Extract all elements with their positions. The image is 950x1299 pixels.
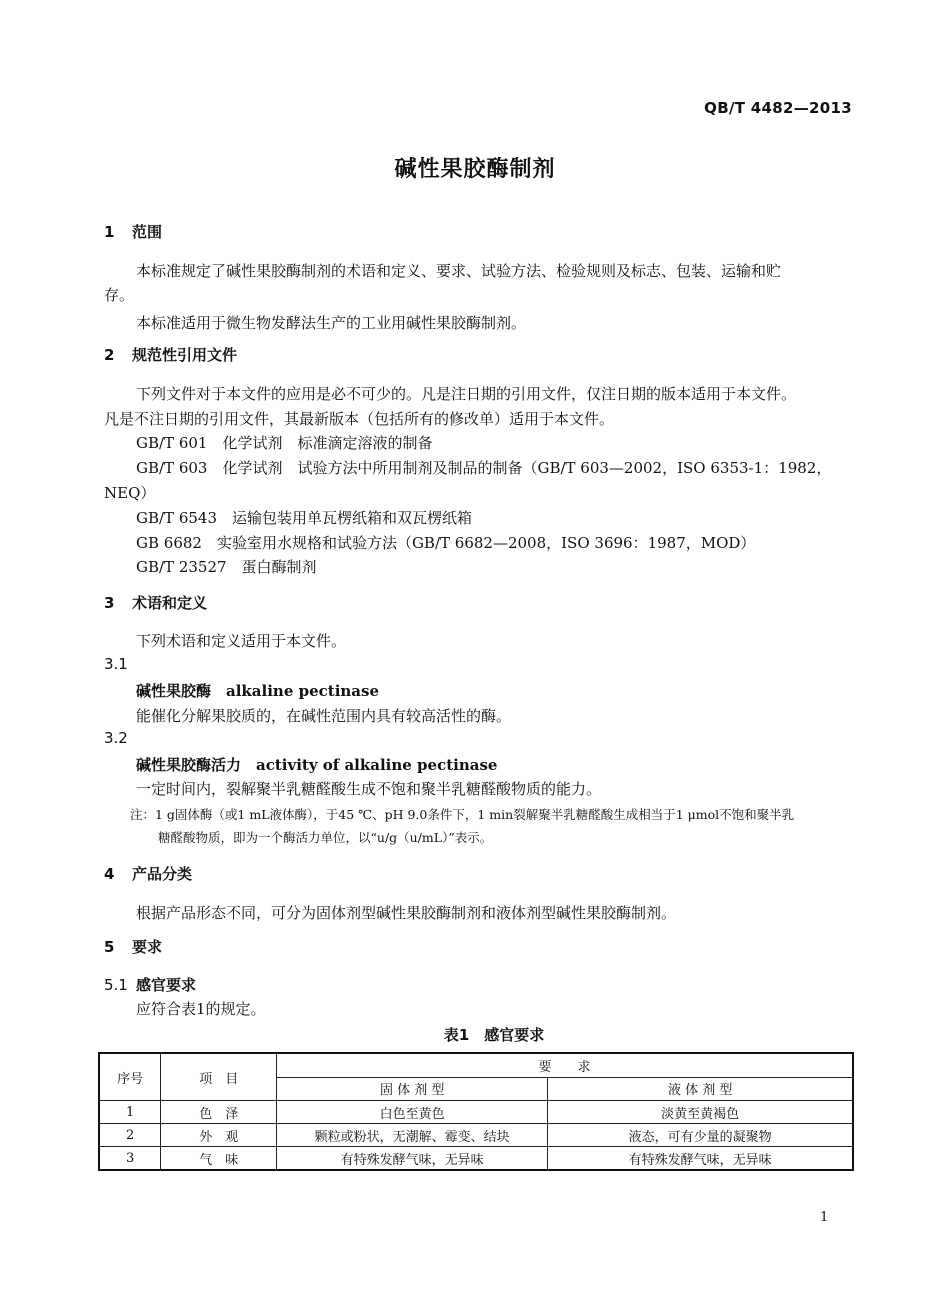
section-title: 要求 [132, 938, 163, 956]
section-2-heading [104, 344, 237, 365]
cell-liquid: 有特殊发酵气味，无异味 [548, 1147, 853, 1171]
page-number: 1 [820, 1210, 829, 1225]
paragraph: 凡是不注日期的引用文件，其最新版本（包括所有的修改单）适用于本文件。 [104, 410, 615, 428]
section-number: 1 [104, 223, 115, 241]
cell-solid: 白色至黄色 [277, 1101, 548, 1124]
table-row [99, 1101, 853, 1124]
section-number: 3 [104, 594, 115, 612]
section-number: 5 [104, 938, 115, 956]
reference-item: GB/T 6543 运输包装用单瓦楞纸箱和双瓦楞纸箱 [136, 509, 473, 527]
paragraph: 本标准规定了碱性果胶酶制剂的术语和定义、要求、试验方法、检验规则及标志、包装、运输和贮 [136, 262, 782, 280]
cell-seq: 1 [99, 1101, 161, 1124]
paragraph: 下列文件对于本文件的应用是必不可少的。凡是注日期的引用文件，仅注日期的版本适用于本文件。 [136, 385, 797, 403]
table-row [99, 1147, 853, 1171]
paragraph: 存。 [104, 286, 135, 304]
term-number: 3.2 [104, 729, 128, 747]
cell-item: 色 泽 [161, 1101, 277, 1124]
term-definition: 能催化分解果胶质的，在碱性范围内具有较高活性的酶。 [136, 707, 512, 725]
cell-seq: 2 [99, 1124, 161, 1147]
header-requirements: 要 求 [277, 1053, 853, 1077]
cell-seq: 3 [99, 1147, 161, 1171]
cell-item: 气 味 [161, 1147, 277, 1171]
section-number: 2 [104, 346, 115, 364]
subsection-heading [104, 974, 196, 995]
reference-item: GB/T 601 化学试剂 标准滴定溶液的制备 [136, 434, 433, 452]
standard-code: QB/T 4482—2013 [704, 99, 852, 117]
header-seq: 序号 [99, 1053, 161, 1101]
document-title: 碱性果胶酶制剂 [394, 157, 556, 182]
section-5-heading [104, 936, 162, 957]
cell-liquid: 液态，可有少量的凝聚物 [548, 1124, 853, 1147]
paragraph: 本标准适用于微生物发酵法生产的工业用碱性果胶酶制剂。 [136, 314, 527, 332]
section-4-heading [104, 863, 192, 884]
table-header-row [99, 1053, 853, 1077]
reference-item: GB/T 23527 蛋白酶制剂 [136, 558, 317, 576]
section-title: 术语和定义 [132, 594, 208, 612]
reference-item: GB 6682 实验室用水规格和试验方法（GB/T 6682—2008，ISO 3696：1987，MOD） [136, 534, 756, 552]
section-3-heading [104, 592, 207, 613]
section-title: 范围 [132, 223, 163, 241]
sensory-requirements-table [98, 1052, 854, 1171]
subsection-number: 5.1 [104, 976, 128, 994]
section-title: 规范性引用文件 [132, 346, 238, 364]
section-title: 产品分类 [132, 865, 193, 883]
section-number: 4 [104, 865, 115, 883]
header-liquid: 液 体 剂 型 [548, 1077, 853, 1101]
cell-item: 外 观 [161, 1124, 277, 1147]
term-title: 碱性果胶酶活力 activity of alkaline pectinase [136, 756, 498, 774]
reference-item: NEQ） [104, 484, 156, 502]
reference-item: GB/T 603 化学试剂 试验方法中所用制剂及制品的制备（GB/T 603—2002，ISO 6353-1：1982， [136, 459, 832, 477]
table-row [99, 1124, 853, 1147]
header-item: 项 目 [161, 1053, 277, 1101]
term-definition: 一定时间内，裂解聚半乳糖醛酸生成不饱和聚半乳糖醛酸物质的能力。 [136, 780, 602, 798]
header-solid: 固 体 剂 型 [277, 1077, 548, 1101]
cell-solid: 有特殊发酵气味，无异味 [277, 1147, 548, 1171]
section-1-heading [104, 221, 162, 242]
paragraph: 根据产品形态不同，可分为固体剂型碱性果胶酶制剂和液体剂型碱性果胶酶制剂。 [136, 904, 677, 922]
paragraph: 下列术语和定义适用于本文件。 [136, 632, 347, 650]
term-number: 3.1 [104, 655, 128, 673]
paragraph: 应符合表1的规定。 [136, 1000, 266, 1018]
subsection-title: 感官要求 [136, 976, 197, 994]
table-caption: 表1 感官要求 [443, 1026, 545, 1044]
note: 糖醛酸物质，即为一个酶活力单位，以“u/g（u/mL）”表示。 [158, 830, 493, 845]
cell-liquid: 淡黄至黄褐色 [548, 1101, 853, 1124]
term-title: 碱性果胶酶 alkaline pectinase [136, 682, 380, 700]
note: 注：1 g固体酶（或1 mL液体酶），于45 ℃、pH 9.0条件下，1 min裂解聚半乳糖醛酸生成相当于1 μmol不饱和聚半乳 [130, 807, 795, 822]
cell-solid: 颗粒或粉状，无潮解、霉变、结块 [277, 1124, 548, 1147]
